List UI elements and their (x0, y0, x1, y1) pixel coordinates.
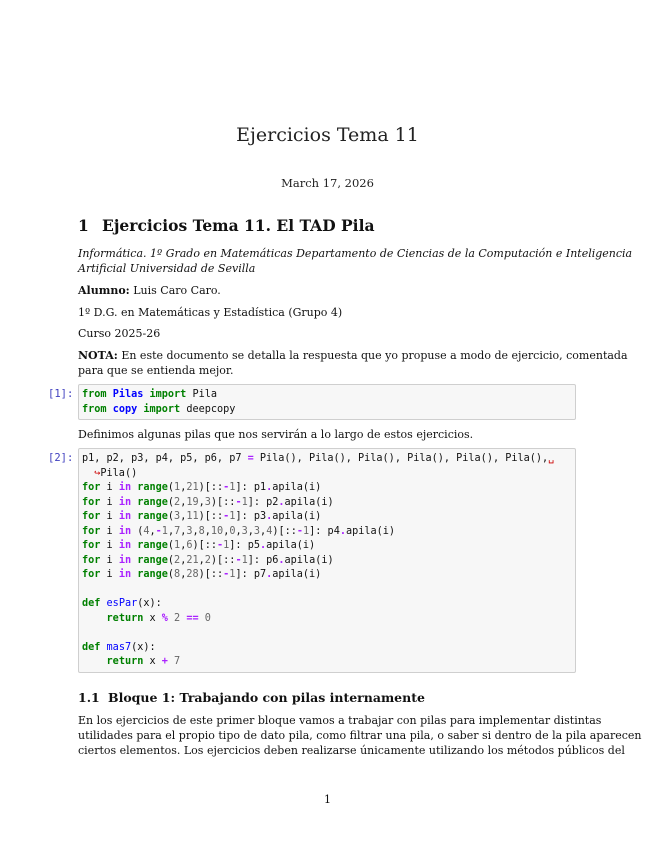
code-line: ↪Pila() (82, 467, 138, 479)
course-line: Curso 2025-26 (78, 327, 161, 340)
code-line: p1, p2, p3, p4, p5, p6, p7 = Pila(), Pila(), Pila(), Pila(), Pila(), Pila(),␣ (82, 453, 555, 464)
degree-line: 1º D.G. en Matemáticas y Estadística (Grupo 4) (78, 306, 343, 319)
section-heading (78, 216, 375, 235)
code-line: return x + 7 (106, 656, 181, 667)
section-number: 1 (78, 216, 89, 235)
note-line-1 (78, 348, 628, 363)
code-line: from copy import deepcopy (82, 403, 236, 415)
note-line-2: para que se entienda mejor. (78, 364, 234, 377)
code-line: for i in range(2,19,3)[::-1]: p2.apila(i) (82, 496, 334, 508)
code-line: return x % 2 == 0 (106, 612, 211, 624)
code-line: for i in range(1,21)[::-1]: p1.apila(i) (82, 482, 322, 493)
note-label: NOTA: (78, 349, 118, 362)
block-line-3: ciertos elementos. Los ejercicios deben realizarse únicamente utilizando los métodos públicos del (78, 744, 625, 757)
note-paragraph (78, 348, 628, 378)
student-label: Alumno: (78, 284, 130, 297)
code-line: def esPar(x): (82, 598, 162, 609)
cell-prompt-2: [2]: (48, 452, 74, 464)
code-cell-1[interactable] (78, 384, 576, 420)
code-cell-2[interactable] (78, 448, 576, 673)
code-line: def mas7(x): (82, 641, 156, 653)
block-line-2: utilidades para el propio tipo de dato pila, como filtrar una pila, o saber si dentro de la pila aparecen (78, 729, 642, 742)
page-number: 1 (324, 793, 331, 806)
code-line: for i in range(3,11)[::-1]: p3.apila(i) (82, 511, 322, 522)
block-line-1: En los ejercicios de este primer bloque vamos a trabajar con pilas para implementar distintas (78, 714, 602, 727)
document-title: Ejercicios Tema 11 (236, 124, 419, 146)
affiliation-line-2: Artificial Universidad de Sevilla (78, 262, 256, 275)
section-title: Ejercicios Tema 11. El TAD Pila (102, 216, 375, 235)
code-line: for i in range(2,21,2)[::-1]: p6.apila(i) (82, 554, 334, 566)
code-line (82, 626, 575, 641)
block-paragraph (78, 713, 642, 758)
document-date: March 17, 2026 (281, 176, 374, 190)
cell-prompt-1: [1]: (48, 388, 74, 400)
code-line: for i in range(1,6)[::-1]: p5.apila(i) (82, 540, 316, 551)
code-line: for i in range(8,28)[::-1]: p7.apila(i) (82, 569, 322, 580)
subsection-heading (78, 690, 425, 705)
intro-text: Definimos algunas pilas que nos servirán a lo largo de estos ejercicios. (78, 428, 474, 441)
subsection-title: Bloque 1: Trabajando con pilas internamente (108, 690, 425, 705)
note-text-1: En este documento se detalla la respuesta que yo propuse a modo de ejercicio, comentada (117, 349, 628, 362)
code-line: from Pilas import Pila (82, 389, 217, 400)
student-line (78, 283, 578, 298)
subsection-number: 1.1 (78, 690, 100, 705)
affiliation-line-1: Informática. 1º Grado en Matemáticas Departamento de Ciencias de la Computación e Inteligencia (78, 247, 633, 260)
code-line: for i in (4,-1,7,3,8,10,0,3,3,4)[::-1]: p4.apila(i) (82, 525, 396, 537)
student-name: Luis Caro Caro. (129, 284, 221, 297)
affiliation (78, 246, 633, 276)
code-line (82, 583, 575, 598)
